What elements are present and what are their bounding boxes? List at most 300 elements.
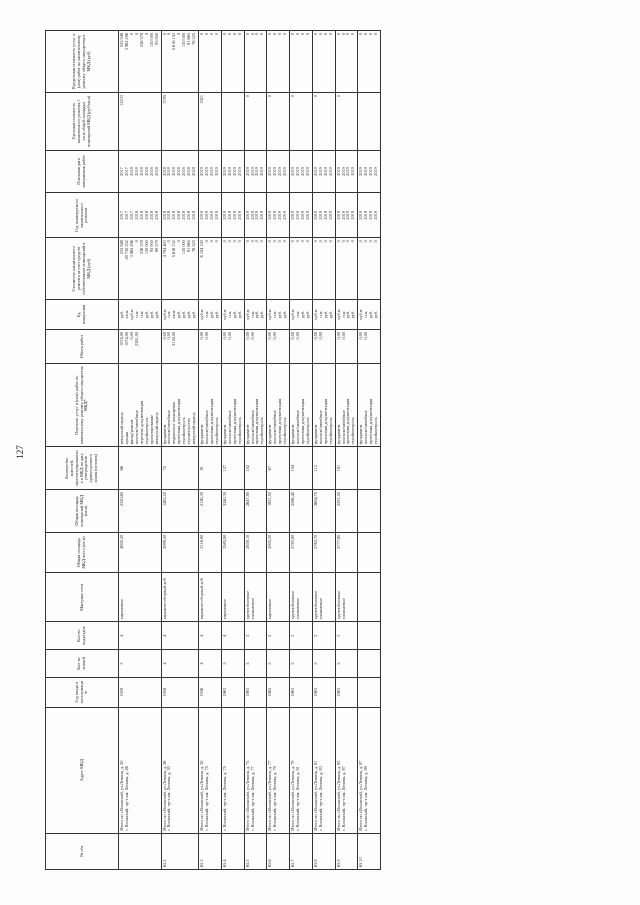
volume-cell-line xyxy=(215,332,220,361)
units-cell-line: куб.м xyxy=(161,309,167,320)
row-number: 65.9 xyxy=(335,833,358,869)
cost-cell-line: 0 xyxy=(226,240,232,243)
end-date-cell-line: 2019 xyxy=(267,167,273,176)
volume-cell-line xyxy=(238,332,243,361)
end-date-cell-line: 2018 xyxy=(166,167,172,176)
units-cell-line: п.м xyxy=(133,311,139,318)
end-date-cell-line: 2019 xyxy=(244,167,250,176)
units-cell-line: руб. xyxy=(299,310,305,319)
units-cell xyxy=(119,300,162,330)
units-cell-line: куб.м xyxy=(199,309,205,320)
volume-cell-line: 0,00 xyxy=(272,331,278,340)
units-cell-line: руб. xyxy=(181,310,187,319)
plan-year-cell xyxy=(221,193,244,238)
plan-year-cell-line: 2019 xyxy=(272,210,278,220)
year-cell: 1958 xyxy=(161,677,199,707)
cost-cell-line: 3 962 296 xyxy=(128,240,134,258)
units-cell-line: куб.м xyxy=(358,309,364,320)
limit-cost-cell xyxy=(358,31,381,93)
end-date-cell-line: 2019 xyxy=(335,167,341,176)
cost-cell xyxy=(335,238,358,300)
limit-cost-cell-line: 0 xyxy=(368,33,374,36)
works-cell-line: проектная документация xyxy=(299,398,305,445)
limit-cost-cell-line: 0 xyxy=(295,33,300,36)
works-cell-line: фасад/ремонт xyxy=(128,419,134,445)
end-date-cell-line: 2018 xyxy=(176,167,182,176)
end-date-cell-line: 2018 xyxy=(138,167,144,176)
entrances-cell: 3 xyxy=(335,622,358,650)
year-cell: 1965 xyxy=(267,677,290,707)
column-header: Общая площадь помещений МКД (кв.м) xyxy=(46,490,119,533)
end-date-cell-line: 2019 xyxy=(254,167,260,176)
works-cell-line: фундамент xyxy=(267,424,273,445)
column-header: Объем работ xyxy=(46,329,119,363)
plan-year-cell-line: 2017 xyxy=(119,210,124,220)
works-cell-line: проектная документация xyxy=(231,398,237,445)
volume-cell xyxy=(161,329,199,363)
cost-cell-line: 0 xyxy=(340,240,346,243)
limit-cost-cell xyxy=(267,31,290,93)
volume-cell-line: 0,00 xyxy=(363,331,369,340)
residents-cell: 72 xyxy=(161,447,199,490)
end-date-cell-line: 2017 xyxy=(123,167,129,176)
address-cell: Итого по г.Волжский, ул.Ленина, д. 83 г. Волжский, пр-т им. Ленина, д. 87 xyxy=(335,707,358,833)
volume-cell-line: 0,00 xyxy=(204,331,209,340)
units-cell-line: кв.м xyxy=(171,310,177,319)
entrances-cell: 3 xyxy=(312,622,335,650)
table-body xyxy=(119,31,381,870)
cost-cell-line: 0 xyxy=(368,240,374,243)
wall-material-cell: крупноблочные силикатные xyxy=(290,573,313,622)
works-cell xyxy=(199,364,222,447)
end-date-cell-line: 2017 xyxy=(119,167,124,176)
volume-cell-line: 0,00 xyxy=(128,331,134,340)
works-cell-line: фундамент xyxy=(335,424,341,445)
column-header: Год ввода в эксплуатацию xyxy=(46,677,119,707)
plan-year-cell-line: 2019 xyxy=(363,210,369,220)
works-cell xyxy=(119,364,162,447)
cost-cell xyxy=(244,238,267,300)
end-date-cell-line: 2018 xyxy=(171,167,177,176)
year-cell: 1963 xyxy=(221,677,244,707)
year-cell: 1963 xyxy=(312,677,335,707)
volume-cell-line: 0,00 xyxy=(290,331,296,340)
works-cell-line: проектная документация xyxy=(176,398,182,445)
units-cell-line: п.м xyxy=(226,311,232,318)
plan-year-cell-line: 2018 xyxy=(171,210,177,220)
end-date-cell-line: 2018 xyxy=(148,167,154,176)
wall-material-cell: крупноблочные силикатные xyxy=(335,573,358,622)
limit-cost-cell-line: 0 xyxy=(282,33,288,36)
row-number: 65.8 xyxy=(312,833,335,869)
end-date-cell-line: 2019 xyxy=(204,167,209,176)
end-date-cell-line: 2019 xyxy=(259,167,265,176)
wall-material-cell: крупноблочные силикатные xyxy=(312,573,335,622)
address-cell: Итого по г.Волжский, ул.Ленина, д. 75 г. Волжский, пр-т им. Ленина, д. 77 xyxy=(244,707,267,833)
end-date-cell xyxy=(199,150,222,193)
limit-cost-cell-line: 535 948 xyxy=(119,33,124,47)
entrances-cell: 3 xyxy=(244,622,267,650)
works-cell-line: плоские/линейные xyxy=(317,410,323,445)
residents-cell: 127 xyxy=(221,447,244,490)
cost-cell xyxy=(312,238,335,300)
end-date-cell xyxy=(221,150,244,193)
volume-cell-line: 0,00 xyxy=(340,331,346,340)
plan-year-cell-line: 2018 xyxy=(143,210,149,220)
end-date-cell-line: 2019 xyxy=(350,167,356,176)
cost-cell-line: 0 xyxy=(244,240,250,243)
plan-year-cell-line: 2019 xyxy=(304,210,310,220)
volume-cell xyxy=(199,329,222,363)
cost-cell-line: 0 xyxy=(231,240,237,243)
limit-cost-cell-line: 0 xyxy=(259,33,265,36)
unit-cost-cell: 0 xyxy=(335,93,358,151)
limit-cost-cell-line: 0 xyxy=(345,33,351,36)
works-cell-line: проектная документация xyxy=(208,398,214,445)
table-row xyxy=(199,31,222,870)
end-date-cell-line: 2018 xyxy=(191,167,197,176)
row-number: 65.2 xyxy=(161,833,199,869)
area-rooms-cell: 3240,30 xyxy=(221,490,244,533)
area-rooms-cell: 2591,20 xyxy=(335,490,358,533)
limit-cost-cell-line: 0 xyxy=(208,33,214,36)
plan-year-cell-line: 2019 xyxy=(345,210,351,220)
plan-year-cell xyxy=(267,193,290,238)
units-cell-line: п.м xyxy=(340,311,346,318)
limit-cost-cell-line: 0 xyxy=(277,33,283,36)
cost-cell-line: 5 616 152 xyxy=(171,240,177,258)
works-cell xyxy=(358,364,381,447)
plan-year-cell-line: 2019 xyxy=(208,210,214,220)
plan-year-cell-line: 2019 xyxy=(226,210,232,220)
units-cell-line: куб.м xyxy=(128,309,134,320)
limit-cost-cell-line: 0 xyxy=(340,33,346,36)
units-cell-line: куб.м xyxy=(312,309,318,320)
area-total-cell: 2783,80 xyxy=(290,532,313,573)
volume-cell xyxy=(267,329,290,363)
volume-cell xyxy=(221,329,244,363)
row-number: 65.7 xyxy=(290,833,313,869)
end-date-cell-line: 2019 xyxy=(358,167,364,176)
end-date-cell-line: 2019 xyxy=(282,167,288,176)
wall-material-cell xyxy=(358,573,381,622)
units-cell-line: руб. xyxy=(254,310,260,319)
volume-cell-line xyxy=(329,332,334,361)
entrances-cell xyxy=(358,622,381,650)
plan-year-cell-line: 2019 xyxy=(231,210,237,220)
cost-cell-line: 535 948 xyxy=(119,240,124,255)
end-date-cell xyxy=(267,150,290,193)
volume-cell xyxy=(290,329,313,363)
cost-cell-line: 130 000 xyxy=(143,240,149,255)
works-cell-line: фундамент xyxy=(244,424,250,445)
limit-cost-cell-line: 0 xyxy=(133,33,139,36)
area-rooms-cell: 1263,20 xyxy=(161,490,199,533)
units-cell-line: руб. xyxy=(208,310,214,319)
limit-cost-cell-line: 0 xyxy=(221,33,227,36)
end-date-cell-line: 2019 xyxy=(368,167,374,176)
end-date-cell-line: 2018 xyxy=(181,167,187,176)
floors-cell: 3 xyxy=(119,650,162,678)
limit-cost-cell-line: 0 xyxy=(204,33,209,36)
cost-cell-line: 0 xyxy=(166,240,172,243)
unit-cost-cell: 12233 xyxy=(119,93,162,151)
residents-cell: 102 xyxy=(244,447,267,490)
column-header: Стоимость капитального ремонта за счет средств собственников помещений в МКД (руб) xyxy=(46,238,119,300)
units-cell-line: руб. xyxy=(119,310,124,319)
cost-cell-line: 28 730 532 xyxy=(123,240,129,260)
volume-cell-line: 0,00 xyxy=(295,331,300,340)
cost-cell-line: 0 xyxy=(267,240,273,243)
works-cell-line: авторский надзор xyxy=(119,412,124,445)
column-header: Общая площадь МКД всего (кв.м) xyxy=(46,532,119,573)
units-cell-line: руб. xyxy=(186,310,192,319)
residents-cell: 66 xyxy=(119,447,162,490)
works-cell-line: фундамент xyxy=(199,424,205,445)
cost-cell-line: 4 794 403 xyxy=(161,240,167,258)
volume-cell xyxy=(119,329,162,363)
plan-year-cell-line: 2019 xyxy=(340,210,346,220)
works-cell-line: строительство xyxy=(186,418,192,445)
cost-cell-line: 130 000 xyxy=(181,240,187,255)
unit-cost-cell: 3795 xyxy=(161,93,199,151)
plan-year-cell-line: 2019 xyxy=(358,210,364,220)
cost-cell-line: 0 xyxy=(236,240,242,243)
cost-cell xyxy=(199,238,222,300)
column-header: Год планируемого капитального ремонта xyxy=(46,193,119,238)
end-date-cell-line: 2019 xyxy=(373,167,379,176)
limit-cost-cell-line: 0 xyxy=(350,33,356,36)
end-date-cell-line: 2019 xyxy=(345,167,351,176)
cost-cell-line: 0 xyxy=(295,240,300,243)
floors-cell: 5 xyxy=(221,650,244,678)
cost-cell-line: 0 xyxy=(204,240,209,243)
works-cell xyxy=(161,364,199,447)
works-cell-line: подвальное помещение xyxy=(171,401,177,445)
plan-year-cell xyxy=(199,193,222,238)
end-date-cell-line: 2018 xyxy=(128,167,134,176)
residents-cell: 112 xyxy=(312,447,335,490)
year-cell xyxy=(358,677,381,707)
wall-material-cell: кирпичные xyxy=(221,573,244,622)
plan-year-cell xyxy=(119,193,162,238)
units-cell xyxy=(221,300,244,330)
cost-cell-line: 95 950 xyxy=(148,240,154,253)
units-cell-line: руб. xyxy=(304,310,310,319)
volume-cell-line: 2581,00 xyxy=(133,331,139,346)
cost-cell-line: 0 xyxy=(363,240,369,243)
cost-cell-line: 0 xyxy=(282,240,288,243)
end-date-cell xyxy=(161,150,199,193)
works-cell-line: стройконтроль xyxy=(373,417,379,445)
cost-cell xyxy=(267,238,290,300)
residents-cell: 101 xyxy=(335,447,358,490)
limit-cost-cell-line: 3 962 296 xyxy=(123,33,129,51)
limit-cost-cell xyxy=(290,31,313,93)
row-number: 65.6 xyxy=(267,833,290,869)
end-date-cell-line: 2019 xyxy=(213,167,219,176)
units-cell-line: руб. xyxy=(277,310,283,319)
column-header: № п/п xyxy=(46,833,119,869)
unit-cost-cell: 0 xyxy=(290,93,313,151)
plan-year-cell-line: 2019 xyxy=(213,210,219,220)
cost-cell-line: 89 579 xyxy=(153,240,159,253)
limit-cost-cell-line: 0 xyxy=(322,33,328,36)
cost-cell xyxy=(119,238,162,300)
year-cell: 1959 xyxy=(119,677,162,707)
year-cell: 1963 xyxy=(290,677,313,707)
works-cell-line: стройконтроль xyxy=(304,417,310,445)
plan-year-cell-line: 2019 xyxy=(350,210,356,220)
volume-cell-line: 0,00 xyxy=(358,331,364,340)
address-cell: Итого по г.Волжский, ул.Ленина, д. 77 г. Волжский, пр-т им. Ленина, д. 79 xyxy=(267,707,290,833)
limit-cost-cell-line: 0 xyxy=(299,33,305,36)
address-cell: Итого по г.Волжский, ул.Ленина, д. 81 г. Волжский, пр-т им. Ленина, д. 83 xyxy=(312,707,335,833)
area-total-cell: 2005,30 xyxy=(267,532,290,573)
works-cell xyxy=(335,364,358,447)
units-cell xyxy=(199,300,222,330)
limit-cost-cell-line: 0 xyxy=(244,33,250,36)
column-header: Плановая дата завершения работ xyxy=(46,150,119,193)
area-rooms-cell: 1851,50 xyxy=(267,490,290,533)
row-number: 65.10 xyxy=(358,833,381,869)
cost-cell-line: 0 xyxy=(259,240,265,243)
table-row xyxy=(161,31,199,870)
end-date-cell-line: 2018 xyxy=(143,167,149,176)
unit-cost-cell xyxy=(221,93,244,151)
limit-cost-cell-line: 0 xyxy=(373,33,379,36)
works-cell-line: фундамент xyxy=(161,424,167,445)
year-cell: 1963 xyxy=(335,677,358,707)
end-date-cell-line: 2019 xyxy=(304,167,310,176)
units-cell-line: руб. xyxy=(236,310,242,319)
volume-cell-line: 2116,00 xyxy=(171,331,177,346)
plan-year-cell-line: 2019 xyxy=(236,210,242,220)
works-cell-line: плоские/линейные xyxy=(133,410,139,445)
units-cell-line: п.м xyxy=(249,311,255,318)
volume-cell-line: 0,00 xyxy=(161,331,167,340)
table-row xyxy=(267,31,290,870)
plan-year-cell-line: 2018 xyxy=(148,210,154,220)
limit-cost-cell-line: 0 xyxy=(358,33,364,36)
cost-cell-line: 0 xyxy=(335,240,341,243)
cost-cell-line: 0 xyxy=(290,240,296,243)
volume-cell-line xyxy=(351,332,356,361)
plan-year-cell-line: 2019 xyxy=(249,210,255,220)
volume-cell-line xyxy=(283,332,288,361)
capital-repair-table-sheet xyxy=(45,30,605,870)
units-cell-line: руб. xyxy=(213,310,219,319)
units-cell-line: руб. xyxy=(153,310,159,319)
limit-cost-cell-line: 536 578 xyxy=(138,33,144,47)
works-cell-line: плоские/линейные xyxy=(363,410,369,445)
limit-cost-cell-line: 0 xyxy=(327,33,333,36)
plan-year-cell-line: 2019 xyxy=(244,210,250,220)
plan-year-cell xyxy=(290,193,313,238)
limit-cost-cell-line: 0 xyxy=(166,33,172,36)
units-cell-line: п.м xyxy=(295,311,300,318)
table-row xyxy=(335,31,358,870)
cost-cell-line: 0 xyxy=(208,240,214,243)
area-rooms-cell: 2604,70 xyxy=(312,490,335,533)
plan-year-cell-line: 2018 xyxy=(138,210,144,220)
works-cell-line: стройконтроль xyxy=(236,417,242,445)
volume-cell-line xyxy=(306,332,311,361)
works-cell-line: плоские/линейные xyxy=(166,410,172,445)
end-date-cell xyxy=(335,150,358,193)
plan-year-cell-line: 2019 xyxy=(267,210,273,220)
end-date-cell-line: 2019 xyxy=(272,167,278,176)
residents-cell: 81 xyxy=(199,447,222,490)
row-number: 65.5 xyxy=(244,833,267,869)
area-total-cell: 2116,90 xyxy=(199,532,222,573)
area-rooms-cell: 2126,30 xyxy=(199,490,222,533)
entrances-cell: 4 xyxy=(119,622,162,650)
works-cell xyxy=(221,364,244,447)
floors-cell: 5 xyxy=(244,650,267,678)
volume-cell-line: 0,00 xyxy=(317,331,323,340)
units-cell-line: руб. xyxy=(148,310,154,319)
plan-year-cell-line: 2019 xyxy=(290,210,296,220)
area-total-cell xyxy=(358,532,381,573)
plan-year-cell-line: 2018 xyxy=(176,210,182,220)
area-total-cell: 2859,10 xyxy=(244,532,267,573)
limit-cost-cell xyxy=(244,31,267,93)
unit-cost-cell: 0 xyxy=(312,93,335,151)
end-date-cell xyxy=(312,150,335,193)
limit-cost-cell-line: 0 xyxy=(335,33,341,36)
residents-cell xyxy=(358,447,381,490)
units-cell xyxy=(244,300,267,330)
end-date-cell-line: 2018 xyxy=(186,167,192,176)
area-total-cell: 2763,70 xyxy=(312,532,335,573)
units-cell-line: куб.м xyxy=(244,309,250,320)
works-cell xyxy=(312,364,335,447)
units-cell-line: руб. xyxy=(231,310,237,319)
works-cell-line: стройконтроль xyxy=(350,417,356,445)
cost-cell-line: 76 525 xyxy=(191,240,197,253)
row-number xyxy=(119,833,162,869)
volume-cell-line: 0,00 xyxy=(226,331,232,340)
volume-cell-line: 0,00 xyxy=(312,331,318,340)
units-cell-line: руб. xyxy=(143,310,149,319)
floors-cell xyxy=(358,650,381,678)
volume-cell xyxy=(335,329,358,363)
end-date-cell-line: 2019 xyxy=(208,167,214,176)
end-date-cell-line: 2018 xyxy=(161,167,167,176)
plan-year-cell-line: 2019 xyxy=(335,210,341,220)
plan-year-cell-line: 2018 xyxy=(133,210,139,220)
cost-cell-line: 0 xyxy=(254,240,260,243)
floors-cell: 5 xyxy=(312,650,335,678)
units-cell-line: п.м xyxy=(138,311,144,318)
area-rooms-cell: 2320,60 xyxy=(119,490,162,533)
plan-year-cell-line: 2018 xyxy=(161,210,167,220)
units-cell xyxy=(267,300,290,330)
volume-cell-line: 0,00 xyxy=(221,331,227,340)
cost-cell-line: 0 xyxy=(272,240,278,243)
units-cell-line: руб. xyxy=(350,310,356,319)
units-cell-line: руб. xyxy=(282,310,288,319)
unit-cost-cell: 1921 xyxy=(199,93,222,151)
plan-year-cell xyxy=(244,193,267,238)
plan-year-cell-line: 2018 xyxy=(191,210,197,220)
end-date-cell xyxy=(358,150,381,193)
limit-cost-cell xyxy=(199,31,222,93)
works-cell xyxy=(244,364,267,447)
volume-cell-line xyxy=(374,332,379,361)
plan-year-cell-line: 2019 xyxy=(282,210,288,220)
